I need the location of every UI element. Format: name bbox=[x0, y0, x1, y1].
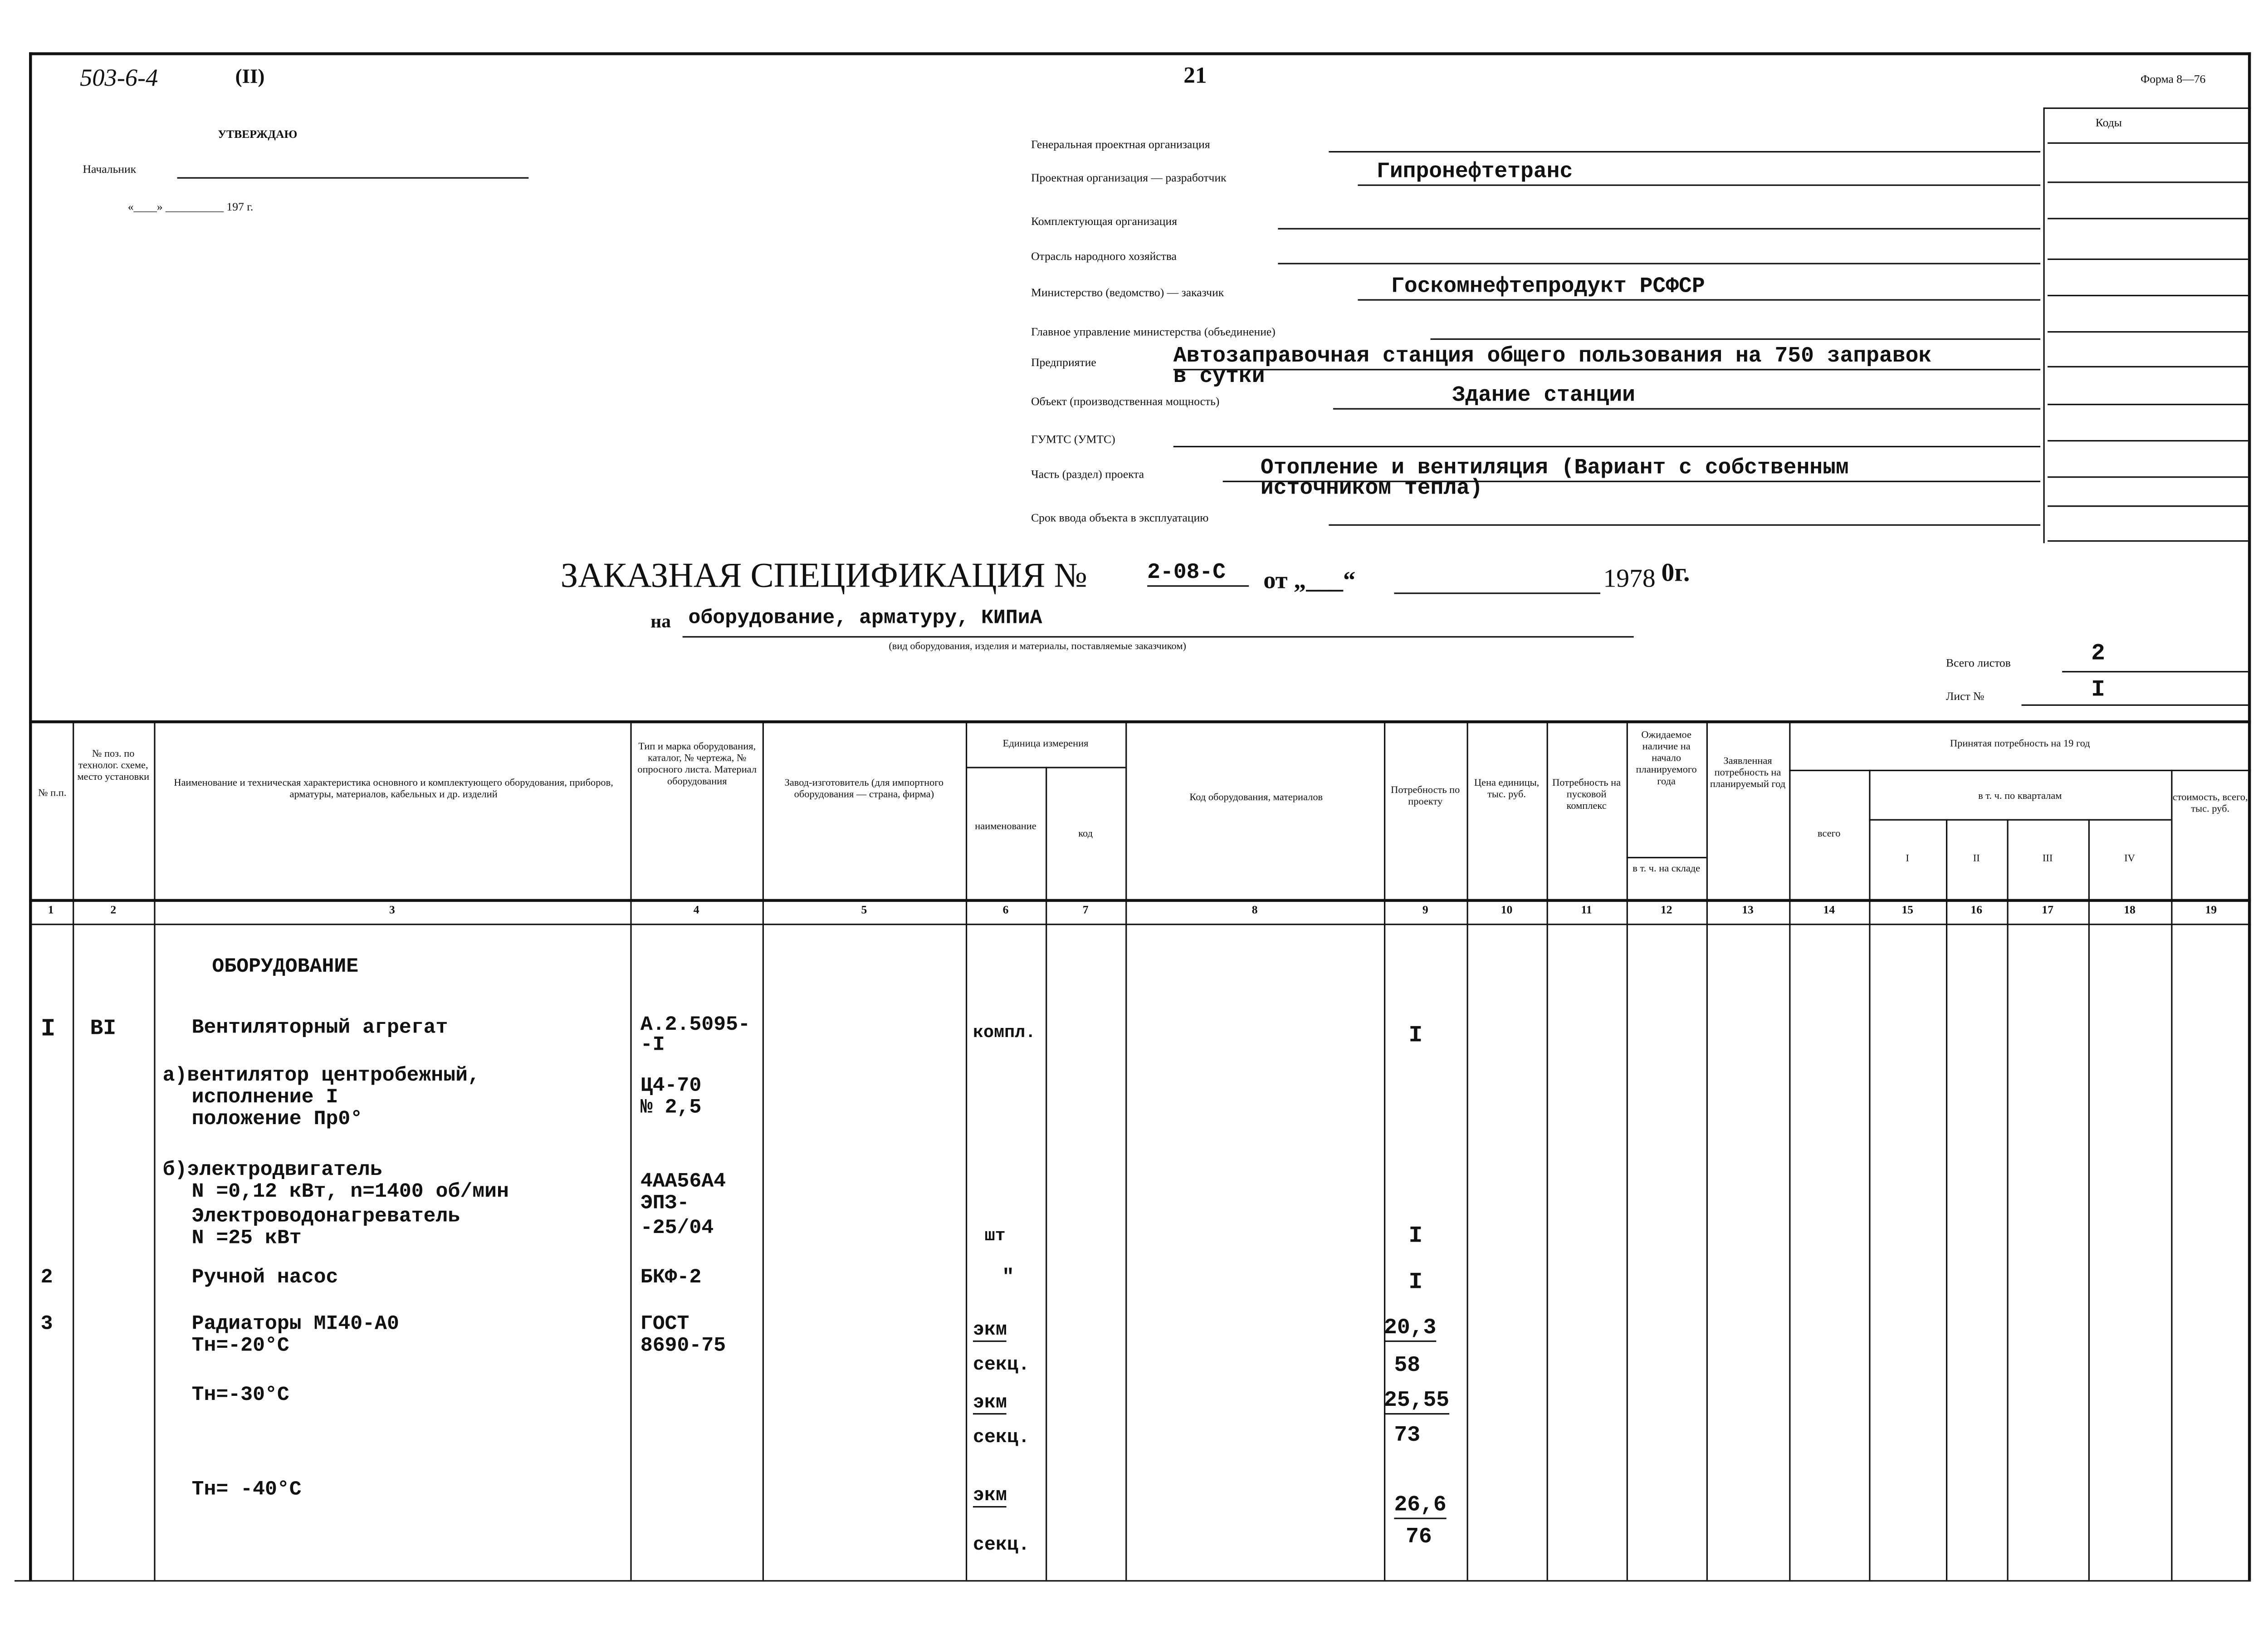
row-4-name: Тн=-30°С bbox=[191, 1384, 289, 1408]
col-18-header: IV bbox=[2124, 852, 2135, 864]
total-sheets-label: Всего листов bbox=[1946, 656, 2011, 670]
column-divider bbox=[1046, 767, 1047, 1580]
column-divider bbox=[630, 722, 631, 1580]
code-cell-line bbox=[2048, 295, 2248, 296]
spec-title: ЗАКАЗНАЯ СПЕЦИФИКАЦИЯ № bbox=[560, 558, 1087, 596]
field-label: Объект (производственная мощность) bbox=[1031, 395, 1220, 408]
row-2-name: Ручной насос bbox=[191, 1266, 338, 1290]
col-4-header: Тип и марка оборудования, каталог, № чертежа, № опросного листа. Материал оборудования bbox=[637, 740, 757, 788]
column-number: 19 bbox=[2205, 903, 2217, 917]
quarters-line bbox=[1869, 819, 2171, 821]
doc-code: 503-6-4 bbox=[80, 64, 158, 92]
column-number: 4 bbox=[693, 903, 699, 917]
column-divider bbox=[1384, 722, 1385, 1580]
field-value[interactable]: Гипронефтетранс bbox=[1377, 160, 1573, 185]
column-number: 2 bbox=[110, 903, 117, 917]
field-line bbox=[1278, 263, 2040, 264]
field-line bbox=[1173, 369, 2040, 370]
column-number: 13 bbox=[1742, 903, 1754, 917]
row-1-unit: компл. bbox=[973, 1022, 1036, 1043]
code-cell-line bbox=[2048, 505, 2248, 507]
sheet-line bbox=[2021, 704, 2248, 706]
code-cell-line bbox=[2048, 440, 2248, 441]
row-2-type: БКФ-2 bbox=[640, 1266, 702, 1290]
col-14-header: всего bbox=[1818, 827, 1841, 840]
codes-divider bbox=[2043, 108, 2045, 543]
field-label: Главное управление министерства (объединение) bbox=[1031, 325, 1276, 338]
row-1b-name-2: N =0,12 кВт, n=1400 об/мин bbox=[191, 1180, 509, 1204]
column-number: 16 bbox=[1970, 903, 1983, 917]
field-value[interactable]: Автозаправочная станция общего пользования на 750 заправок bbox=[1173, 344, 1932, 369]
row-5-qty-2: 76 bbox=[1406, 1525, 1432, 1550]
row-2-number: 2 bbox=[40, 1266, 53, 1290]
column-divider bbox=[2171, 770, 2172, 1580]
row-5-unit-2: секц. bbox=[973, 1533, 1030, 1556]
column-number: 12 bbox=[1660, 903, 1672, 917]
subject-line bbox=[683, 636, 1634, 637]
column-number: 11 bbox=[1581, 903, 1592, 917]
quarters-header: в т. ч. по кварталам bbox=[1978, 790, 2062, 802]
code-cell-line bbox=[2048, 476, 2248, 478]
column-number: 5 bbox=[861, 903, 867, 917]
col-12b-header: в т. ч. на складе bbox=[1633, 862, 1701, 875]
column-divider bbox=[763, 722, 764, 1580]
col-17-header: III bbox=[2042, 852, 2053, 864]
row-4-unit-1: экм bbox=[973, 1391, 1007, 1414]
row-5-qty-1: 26,6 bbox=[1394, 1493, 1446, 1519]
field-label: Предприятие bbox=[1031, 356, 1096, 369]
row-1b-name-4: N =25 кВт bbox=[191, 1227, 302, 1251]
column-number: 3 bbox=[389, 903, 395, 917]
column-number: 8 bbox=[1251, 903, 1258, 917]
spec-number: 2-08-С bbox=[1147, 561, 1249, 587]
row-3-type-2: 8690-75 bbox=[640, 1335, 726, 1358]
col-12-header: Ожидаемое наличие на начало планируемого года bbox=[1636, 729, 1697, 788]
sheet-number: I bbox=[2091, 676, 2105, 703]
section-title: ОБОРУДОВАНИЕ bbox=[212, 955, 359, 979]
column-divider bbox=[1869, 770, 1870, 1580]
col-13-header: Заявленная потребность на планируемый год bbox=[1710, 755, 1786, 790]
column-divider bbox=[154, 722, 155, 1580]
field-line bbox=[1329, 151, 2040, 152]
row-1a-name: а)вентилятор центробежный, bbox=[162, 1064, 480, 1088]
column-number: 15 bbox=[1901, 903, 1913, 917]
row-2-qty: I bbox=[1408, 1269, 1423, 1296]
code-cell-line bbox=[2048, 218, 2248, 219]
code-cell-line bbox=[2048, 404, 2248, 405]
row-1b-type: 4АА56А4 bbox=[640, 1170, 726, 1194]
column-divider bbox=[1789, 722, 1790, 1580]
row-3-type: ГОСТ bbox=[640, 1313, 689, 1336]
col-1-header: № п.п. bbox=[38, 787, 67, 799]
sheet-label: Лист № bbox=[1946, 690, 1984, 703]
row-2-unit: " bbox=[1002, 1266, 1014, 1290]
column-number: 1 bbox=[48, 903, 54, 917]
accepted-header: Принятая потребность на 19 год bbox=[1950, 738, 2090, 749]
field-label: ГУМТС (УМТС) bbox=[1031, 433, 1115, 446]
form-number: Форма 8—76 bbox=[2141, 73, 2206, 86]
row-4-qty-2: 73 bbox=[1394, 1423, 1421, 1448]
column-number: 7 bbox=[1082, 903, 1089, 917]
volume: (II) bbox=[235, 67, 265, 89]
field-label: Комплектующая организация bbox=[1031, 215, 1178, 228]
col-8-header: Код оборудования, материалов bbox=[1189, 791, 1323, 803]
column-divider bbox=[1125, 722, 1127, 1580]
field-label: Срок ввода объекта в эксплуатацию bbox=[1031, 511, 1209, 524]
approval-date: «____» __________ 197 г. bbox=[127, 200, 254, 214]
row-5-name: Тн= -40°С bbox=[191, 1478, 302, 1502]
col-19-header: стоимость, всего, тыс. руб. bbox=[2172, 791, 2248, 815]
column-number: 9 bbox=[1422, 903, 1428, 917]
row-1-number: I bbox=[40, 1017, 56, 1044]
field-label: Отрасль народного хозяйства bbox=[1031, 250, 1177, 263]
column-number: 14 bbox=[1823, 903, 1835, 917]
column-divider bbox=[73, 722, 74, 1580]
total-sheets: 2 bbox=[2091, 640, 2105, 667]
column-divider bbox=[1467, 722, 1468, 1580]
row-3-unit-1: экм bbox=[973, 1319, 1007, 1342]
row-1-position: BI bbox=[90, 1017, 117, 1042]
code-cell-line bbox=[2048, 331, 2248, 333]
field-line bbox=[1333, 408, 2040, 410]
column-divider bbox=[2088, 819, 2090, 1580]
field-value[interactable]: Отопление и вентиляция (Вариант с собственным bbox=[1260, 456, 1849, 481]
chief-line bbox=[177, 177, 529, 179]
approval-title: УТВЕРЖДАЮ bbox=[218, 127, 298, 141]
field-value-2[interactable]: в сутки bbox=[1173, 364, 1265, 390]
row-1b-name: б)электродвигатель bbox=[162, 1159, 382, 1183]
row-3-qty-1: 20,3 bbox=[1384, 1316, 1436, 1342]
row-1-type-2: -I bbox=[640, 1034, 665, 1057]
col-11-header: Потребность на пусковой комплекс bbox=[1552, 777, 1621, 812]
code-cell-line bbox=[2048, 142, 2248, 144]
row-1b-type-2: ЭПЗ- bbox=[640, 1192, 689, 1216]
row-3-name: Радиаторы МI40-А0 bbox=[191, 1313, 399, 1336]
field-label: Проектная организация — разработчик bbox=[1031, 171, 1227, 185]
field-label: Генеральная проектная организация bbox=[1031, 138, 1210, 151]
col-2-header: № поз. по технолог. схеме, место установки bbox=[77, 748, 150, 783]
column-divider bbox=[1946, 819, 1947, 1580]
code-cell-line bbox=[2048, 181, 2248, 183]
on-label: на bbox=[650, 610, 671, 632]
frame-left bbox=[29, 52, 32, 1580]
col-5-header: Завод-изготовитель (для импортного оборудования — страна, фирма) bbox=[784, 777, 944, 801]
table-top bbox=[29, 720, 2251, 723]
unit-header: Единица измерения bbox=[1002, 738, 1089, 749]
col-6-header: наименование bbox=[975, 820, 1036, 832]
row-1b-qty: I bbox=[1408, 1223, 1423, 1249]
field-line bbox=[1358, 299, 2040, 301]
column-number: 17 bbox=[2042, 903, 2053, 917]
field-line bbox=[1430, 338, 2040, 340]
accepted-line bbox=[1789, 770, 2251, 771]
column-divider bbox=[2007, 819, 2008, 1580]
chief-label: Начальник bbox=[83, 162, 137, 176]
row-3-name-2: Тн=-20°С bbox=[191, 1335, 289, 1358]
row-1b-name-3: Электроводонагреватель bbox=[191, 1205, 460, 1229]
row-1b-type-3: -25/04 bbox=[640, 1217, 714, 1241]
row-3-unit-2: секц. bbox=[973, 1353, 1030, 1375]
field-value[interactable]: Госкомнефтепродукт РСФСР bbox=[1391, 274, 1705, 299]
col-9-header: Потребность по проекту bbox=[1391, 784, 1460, 808]
row-3-number: 3 bbox=[40, 1313, 53, 1336]
numbers-bottom bbox=[29, 924, 2251, 925]
header-bottom bbox=[29, 899, 2251, 902]
row-4-qty-1: 25,55 bbox=[1384, 1389, 1449, 1415]
column-divider bbox=[1706, 722, 1708, 1580]
field-line bbox=[1358, 185, 2040, 186]
spec-year-suffix: 0г. bbox=[1661, 558, 1690, 587]
column-divider bbox=[1547, 722, 1548, 1580]
col-3-header: Наименование и техническая характеристика основного и комплектующего оборудования, приборов, арматуры, материалов, кабельных и др. изделий bbox=[174, 777, 613, 801]
frame-bottom bbox=[15, 1580, 2251, 1581]
column-divider bbox=[966, 722, 967, 1580]
field-label: Часть (раздел) проекта bbox=[1031, 467, 1144, 481]
col-10-header: Цена единицы, тыс. руб. bbox=[1474, 777, 1540, 801]
row-1a-type-2: № 2,5 bbox=[640, 1096, 702, 1120]
codes-label: Коды bbox=[2095, 116, 2122, 129]
field-line bbox=[1329, 524, 2040, 526]
stock-line bbox=[1627, 857, 1706, 858]
col-15-header: I bbox=[1906, 852, 1909, 864]
row-1-qty: I bbox=[1408, 1022, 1423, 1049]
field-label: Министерство (ведомство) — заказчик bbox=[1031, 286, 1224, 299]
code-cell-line bbox=[2048, 259, 2248, 260]
column-number: 10 bbox=[1501, 903, 1513, 917]
col-7-header: код bbox=[1078, 827, 1093, 840]
column-number: 18 bbox=[2124, 903, 2136, 917]
subject-hint: (вид оборудования, изделия и материалы, поставляемые заказчиком) bbox=[889, 640, 1187, 652]
frame-right bbox=[2248, 52, 2251, 1580]
spec-from: от „___“ bbox=[1263, 566, 1356, 594]
spec-subject: оборудование, арматуру, КИПиА bbox=[688, 607, 1042, 631]
row-1a-name-3: положение Пр0° bbox=[191, 1108, 363, 1131]
field-value[interactable]: Здание станции bbox=[1452, 383, 1635, 408]
row-1a-type: Ц4-70 bbox=[640, 1075, 702, 1098]
row-1a-name-2: исполнение I bbox=[191, 1086, 338, 1110]
spec-year: 1978 bbox=[1603, 563, 1656, 593]
code-cell-line bbox=[2048, 366, 2248, 367]
field-line bbox=[1278, 228, 2040, 230]
row-5-unit-1: экм bbox=[973, 1484, 1007, 1507]
date-line bbox=[1394, 592, 1600, 594]
col-16-header: II bbox=[1973, 852, 1980, 864]
row-3-qty-2: 58 bbox=[1394, 1353, 1421, 1379]
frame-top bbox=[29, 52, 2251, 55]
field-line bbox=[1173, 446, 2040, 447]
code-cell-line bbox=[2048, 540, 2248, 542]
row-1-name: Вентиляторный агрегат bbox=[191, 1017, 448, 1040]
page-number: 21 bbox=[1183, 64, 1207, 89]
row-4-unit-2: секц. bbox=[973, 1426, 1030, 1448]
column-divider bbox=[1627, 722, 1628, 1580]
column-number: 6 bbox=[1002, 903, 1009, 917]
codes-top bbox=[2043, 108, 2251, 109]
row-1b-unit: шт bbox=[984, 1226, 1006, 1246]
row-1-type: А.2.5095- bbox=[640, 1013, 750, 1037]
total-line bbox=[2062, 671, 2248, 672]
field-value-2[interactable]: источником тепла) bbox=[1260, 476, 1483, 501]
